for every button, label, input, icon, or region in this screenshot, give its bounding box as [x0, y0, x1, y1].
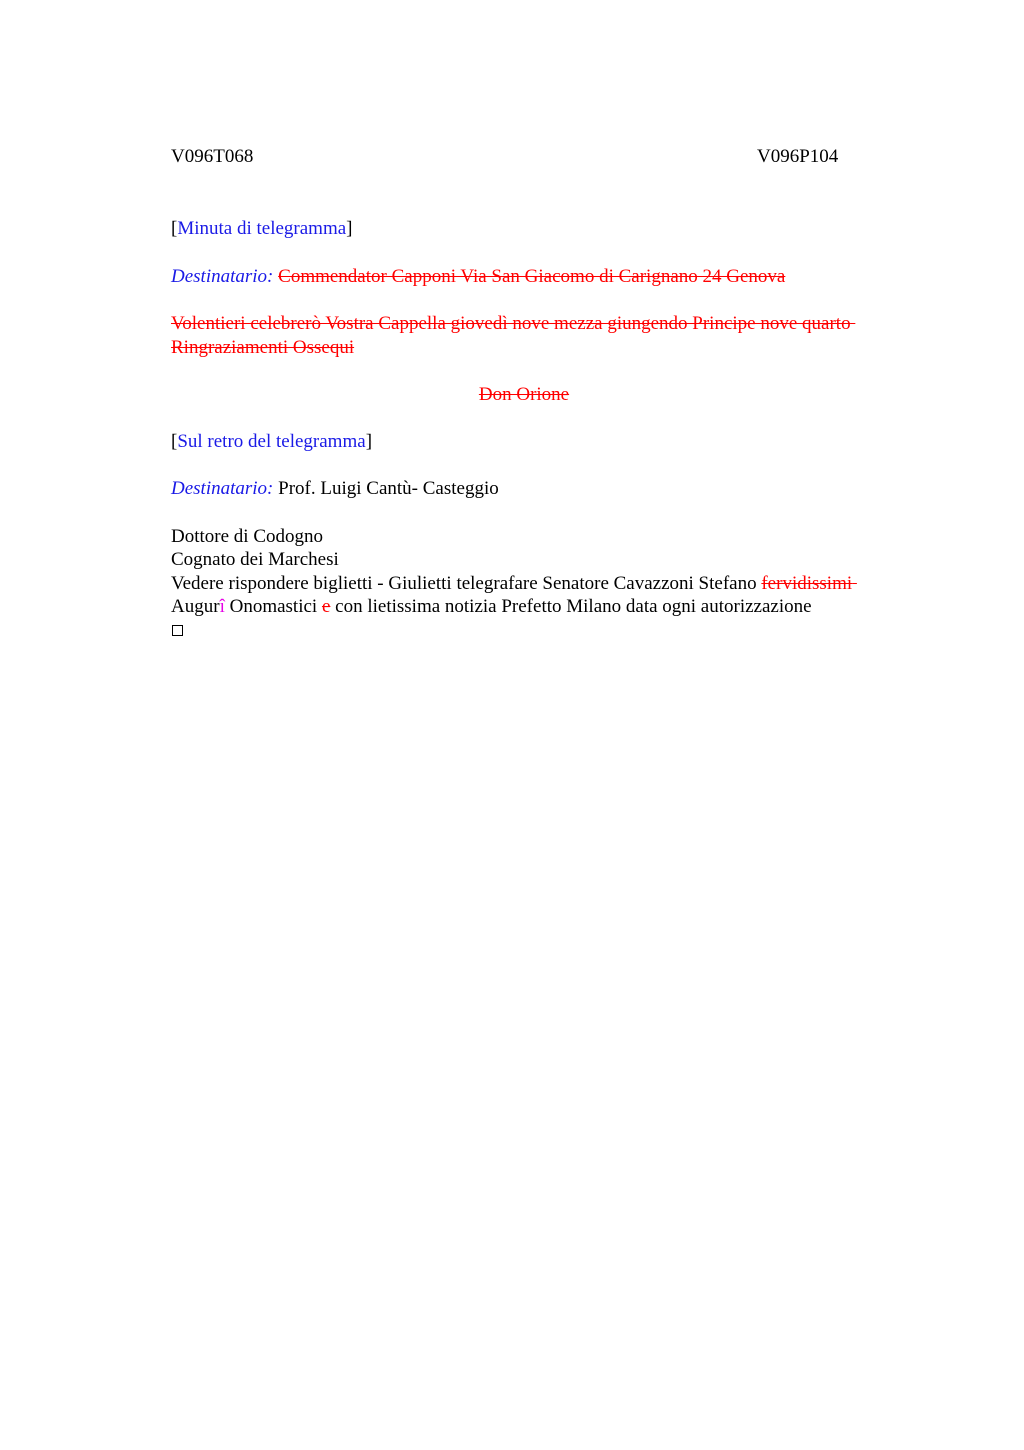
message-deleted-char: e — [321, 596, 331, 617]
message-line-3: Vedere rispondere biglietti - Giulietti telegrafare Senatore Cavazzoni Stefano — [171, 572, 757, 594]
bracket-open: [ — [171, 218, 178, 239]
bracket-close: ] — [365, 430, 373, 452]
section-title-minuta — [171, 217, 921, 241]
message-line-4-word: Onomastici — [229, 596, 318, 617]
message-deleted-word: fervidissimi — [761, 572, 853, 594]
message-line-4-end: con lietissima notizia Prefetto Milano data ogni autorizzazione — [335, 596, 812, 617]
message-deleted-space — [852, 573, 857, 594]
telegram-body-line-2: Ringraziamenti Ossequi — [171, 336, 355, 358]
recipient-label: Destinatario: — [171, 265, 274, 287]
signature: Don Orione — [478, 384, 570, 405]
document-header — [171, 145, 921, 169]
bracket-close: ] — [346, 218, 353, 239]
recipient-deleted: Commendator Capponi Via San Giacomo di Carignano 24 Genova — [278, 265, 786, 287]
checkbox-square-icon — [172, 625, 183, 636]
section-title-text: Minuta di telegramma — [177, 218, 347, 239]
section-title-retro — [171, 430, 921, 454]
telegram-body-line-1: Volentieri celebrerò Vostra Cappella giovedì nove mezza giungendo Principe nove quarto — [171, 313, 851, 334]
recipient-value: Prof. Luigi Cantù- Casteggio — [278, 478, 499, 499]
message-line-2: Cognato dei Marchesi — [171, 549, 339, 570]
message-line-1: Dottore di Codogno — [171, 525, 323, 547]
recipient-label: Destinatario: — [171, 478, 274, 499]
message-inserted-char: î — [219, 596, 225, 617]
document-code-right: V096P104 — [757, 146, 839, 167]
recipient-line-1 — [171, 265, 921, 289]
telegram-body-trailing-space — [851, 313, 856, 334]
bracket-open: [ — [171, 430, 178, 452]
message-line-4-start: Augur — [171, 596, 220, 617]
section-title-text: Sul retro del telegramma — [177, 430, 366, 452]
message-body — [171, 525, 921, 643]
document-page — [171, 145, 921, 642]
document-code-left: V096T068 — [171, 146, 254, 167]
signature-line — [171, 383, 877, 407]
recipient-line-2 — [171, 477, 921, 501]
telegram-body — [171, 312, 921, 359]
